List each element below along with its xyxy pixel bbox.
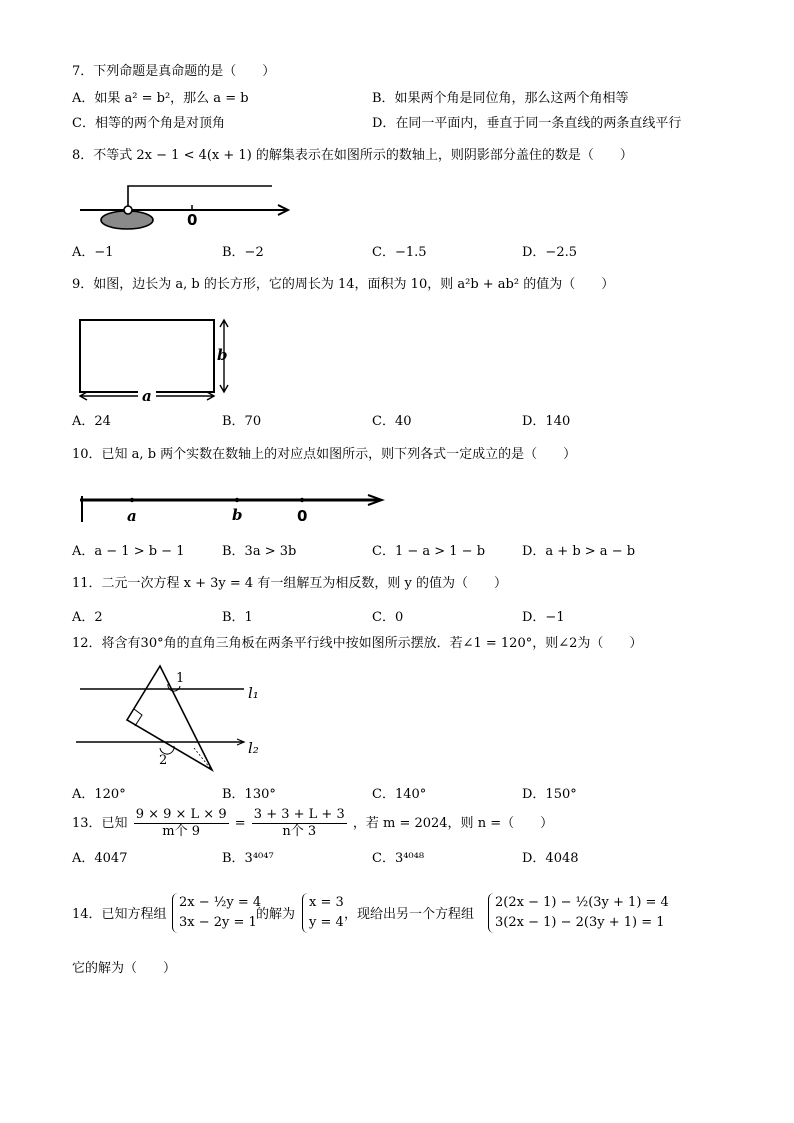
q12-option-c[interactable]: C．140° xyxy=(372,787,427,802)
q14-solution xyxy=(302,893,344,933)
q14-system-1 xyxy=(172,893,261,933)
q14-system-2 xyxy=(488,893,669,933)
q8-number-line-figure xyxy=(72,178,302,234)
q7-stem: 7．下列命题是真命题的是（ ） xyxy=(72,64,276,79)
q7-option-d[interactable]: D．在同一平面内，垂直于同一条直线的两条直线平行 xyxy=(372,116,682,131)
q12-angle-2-label: 2 xyxy=(159,753,168,768)
q11-option-c[interactable]: C．0 xyxy=(372,610,404,625)
q8-zero-label: 0 xyxy=(187,211,198,229)
q14-solution-y: y = 4 xyxy=(309,915,344,930)
q14-tail: 它的解为（ ） xyxy=(72,961,177,976)
q8-option-d[interactable]: D．−2.5 xyxy=(522,245,577,260)
q14-stem-start: 14．已知方程组 xyxy=(72,907,167,922)
q12-l2-label: l₂ xyxy=(248,739,259,757)
q9-option-a[interactable]: A．24 xyxy=(72,414,111,429)
q13-option-c[interactable]: C．3⁴⁰⁴⁸ xyxy=(372,851,425,866)
q13-right-denominator: n个 3 xyxy=(282,824,317,839)
q10-option-b[interactable]: B．3a > 3b xyxy=(222,544,297,559)
q13-option-b[interactable]: B．3⁴⁰⁴⁷ xyxy=(222,851,274,866)
q13-stem-start: 13．已知 xyxy=(72,816,128,831)
q14-system-2-eq2: 3(2x − 1) − 2(3y + 1) = 1 xyxy=(495,915,665,930)
q9-option-c[interactable]: C．40 xyxy=(372,414,412,429)
q8-option-a[interactable]: A．−1 xyxy=(72,245,114,260)
q8-option-b[interactable]: B．−2 xyxy=(222,245,264,260)
q9-option-d[interactable]: D．140 xyxy=(522,414,571,429)
q13-option-a[interactable]: A．4047 xyxy=(72,851,128,866)
q14-system-1-eq2: 3x − 2y = 1 xyxy=(179,915,257,930)
q13-stem: 13．已知 $\frac{9 \times 9 \times L \times 9}{\text{m个 9}}$ = $\frac{3 + 3 + L + 3}{\text{n个 3}}$ ，若 m = 2024，则 n =（ ） xyxy=(72,807,554,839)
q13-left-numerator: 9 × 9 × L × 9 xyxy=(135,807,227,822)
q10-option-c[interactable]: C．1 − a > 1 − b xyxy=(372,544,486,559)
q11-option-a[interactable]: A．2 xyxy=(72,610,103,625)
q12-stem: 12．将含有30°角的直角三角板在两条平行线中按如图所示摆放．若∠1 = 120°，则∠2为（ ） xyxy=(72,636,643,651)
q10-label-a: a xyxy=(127,507,137,525)
q10-point-a xyxy=(130,498,134,502)
q13-stem-end: ，若 m = 2024，则 n =（ ） xyxy=(352,816,554,831)
q8-stem: 8．不等式 2x − 1 < 4(x + 1) 的解集表示在如图所示的数轴上，则阴影部分盖住的数是（ ） xyxy=(72,148,633,163)
q12-triangle-figure xyxy=(72,660,272,780)
q14-mid: 的解为 xyxy=(256,907,296,922)
q12-option-b[interactable]: B．130° xyxy=(222,787,276,802)
q9-rectangle xyxy=(80,320,214,392)
q9-option-b[interactable]: B．70 xyxy=(222,414,262,429)
q10-label-b: b xyxy=(232,506,243,524)
q10-stem: 10．已知 a, b 两个实数在数轴上的对应点如图所示，则下列各式一定成立的是（ ） xyxy=(72,447,577,462)
q14-solution-x: x = 3 xyxy=(309,895,344,910)
q12-option-d[interactable]: D．150° xyxy=(522,787,577,802)
q12-option-a[interactable]: A．120° xyxy=(72,787,126,802)
q11-option-d[interactable]: D．−1 xyxy=(522,610,565,625)
q12-angle-1-label: 1 xyxy=(176,671,185,686)
q10-point-b xyxy=(235,498,239,502)
q12-l1-label: l₁ xyxy=(248,684,259,702)
q9-stem: 9．如图，边长为 a, b 的长方形，它的周长为 14，面积为 10，则 a²b + ab² 的值为（ ） xyxy=(72,277,615,292)
q13-option-d[interactable]: D．4048 xyxy=(522,851,579,866)
q10-option-d[interactable]: D．a + b > a − b xyxy=(522,544,636,559)
q13-right-numerator: 3 + 3 + L + 3 xyxy=(253,807,345,822)
q13-left-fraction xyxy=(134,807,229,840)
q14-system-1-eq1: 2x − ½y = 4 xyxy=(179,895,262,910)
q14-system-2-eq1: 2(2x − 1) − ½(3y + 1) = 4 xyxy=(495,895,669,910)
q8-hollow-point xyxy=(124,206,132,214)
q13-right-fraction xyxy=(252,807,347,840)
q13-left-denominator: m个 9 xyxy=(162,824,201,839)
q7-option-c[interactable]: C．相等的两个角是对顶角 xyxy=(72,116,225,131)
q8-solution-ray xyxy=(128,186,272,210)
q11-stem: 11．二元一次方程 x + 3y = 4 有一组解互为相反数，则 y 的值为（ ） xyxy=(72,576,507,591)
q8-option-c[interactable]: C．−1.5 xyxy=(372,245,427,260)
q9-rectangle-figure xyxy=(72,314,242,404)
q10-point-zero xyxy=(300,498,304,502)
q10-zero-label: 0 xyxy=(297,507,308,525)
q10-option-a[interactable]: A．a − 1 > b − 1 xyxy=(72,544,185,559)
q11-option-b[interactable]: B．1 xyxy=(222,610,253,625)
q14-mid2: ，现给出另一个方程组 xyxy=(344,907,475,922)
q10-number-line-figure xyxy=(72,488,392,528)
q9-label-b: b xyxy=(217,346,228,364)
q9-label-a: a xyxy=(142,387,152,404)
q7-option-a[interactable]: A．如果 a² = b²，那么 a = b xyxy=(72,91,249,106)
q7-option-b[interactable]: B．如果两个角是同位角，那么这两个角相等 xyxy=(372,91,629,106)
